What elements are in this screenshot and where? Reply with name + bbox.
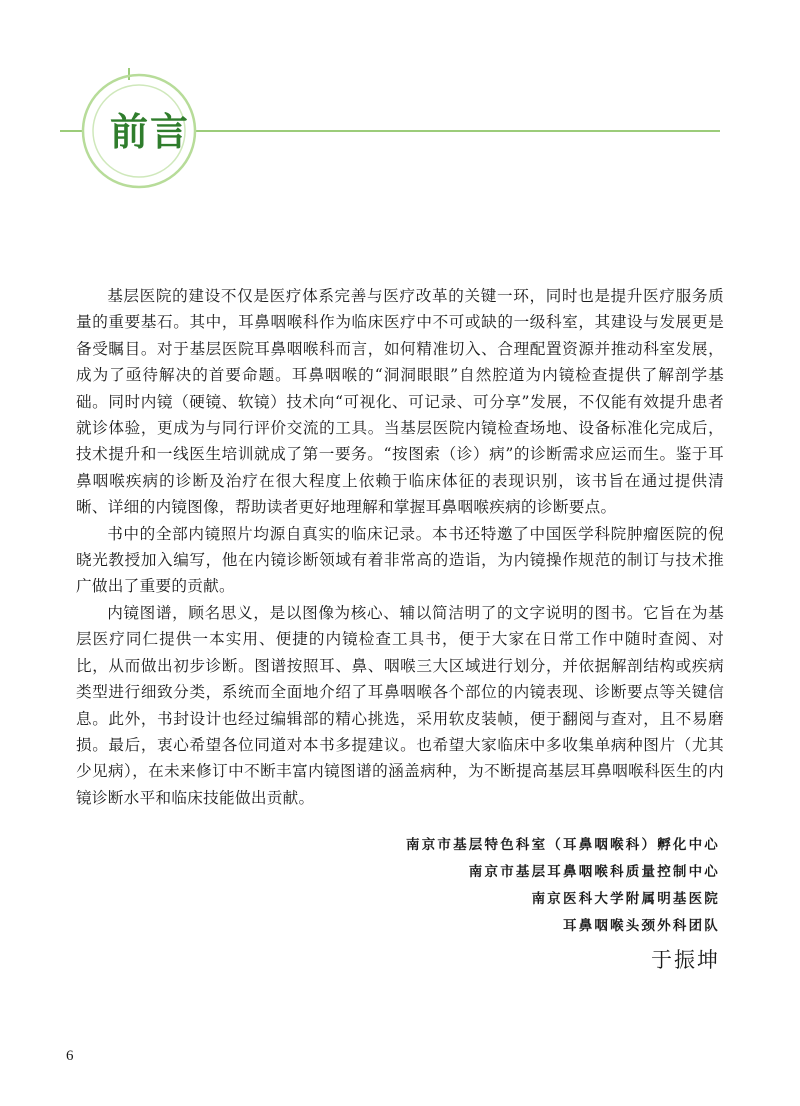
signature-affiliation: 南京市基层特色科室（耳鼻咽喉科）孵化中心 [406,837,720,853]
signature-block [406,832,720,978]
preface-body [76,283,724,811]
paragraph: 基层医院的建设不仅是医疗体系完善与医疗改革的关键一环，同时也是提升医疗服务质量的重要基石。其中，耳鼻咽喉科作为临床医疗中不可或缺的一级科室，其建设与发展更是备受瞩目。对于基层医院耳鼻咽喉科而言，如何精准切入、合理配置资源并推动科室发展，成为了亟待解决的首要命题。耳鼻咽喉的“洞洞眼眼”自然腔道为内镜检查提供了解剖学基础。同时内镜（硬镜、软镜）技术向“可视化、可记录、可分享”发展，不仅能有效提升患者就诊体验，更成为与同行评价交流的工具。当基层医院内镜检查场地、设备标准化完成后，技术提升和一线医生培训就成了第一要务。“按图索（诊）病”的诊断需求应运而生。鉴于耳鼻咽喉疾病的诊断及治疗在很大程度上依赖于临床体征的表现识别，该书旨在通过提供清晰、详细的内镜图像，帮助读者更好地理解和掌握耳鼻咽喉疾病的诊断要点。 [76,287,724,517]
signature-author: 于振坤 [651,948,720,972]
page-title: 前言 [109,110,190,154]
signature-affiliation: 南京医科大学附属明基医院 [531,891,720,907]
paragraph: 内镜图谱，顾名思义，是以图像为核心、辅以简洁明了的文字说明的图书。它旨在为基层医疗同仁提供一本实用、便捷的内镜检查工具书，便于大家在日常工作中随时查阅、对比，从而做出初步诊断。图谱按照耳、鼻、咽喉三大区域进行划分，并依据解剖结构或疾病类型进行细致分类，系统而全面地介绍了耳鼻咽喉各个部位的内镜表现、诊断要点等关键信息。此外，书封设计也经过编辑部的精心挑选，采用软皮装帧，便于翻阅与查对，且不易磨损。最后，衷心希望各位同道对本书多提建议。也希望大家临床中多收集单病种图片（尤其少见病），在未来修订中不断丰富内镜图谱的涵盖病种，为不断提高基层耳鼻咽喉科医生的内镜诊断水平和临床技能做出贡献。 [76,603,724,807]
signature-affiliation: 耳鼻咽喉头颈外科团队 [563,918,720,934]
page-number: 6 [66,1048,74,1064]
signature-affiliation: 南京市基层耳鼻咽喉科质量控制中心 [468,864,720,880]
paragraph: 书中的全部内镜照片均源自真实的临床记录。本书还特邀了中国医学科院肿瘤医院的倪晓光教授加入编写，他在内镜诊断领域有着非常高的造诣，为内镜操作规范的制订与技术推广做出了重要的贡献。 [76,524,724,596]
